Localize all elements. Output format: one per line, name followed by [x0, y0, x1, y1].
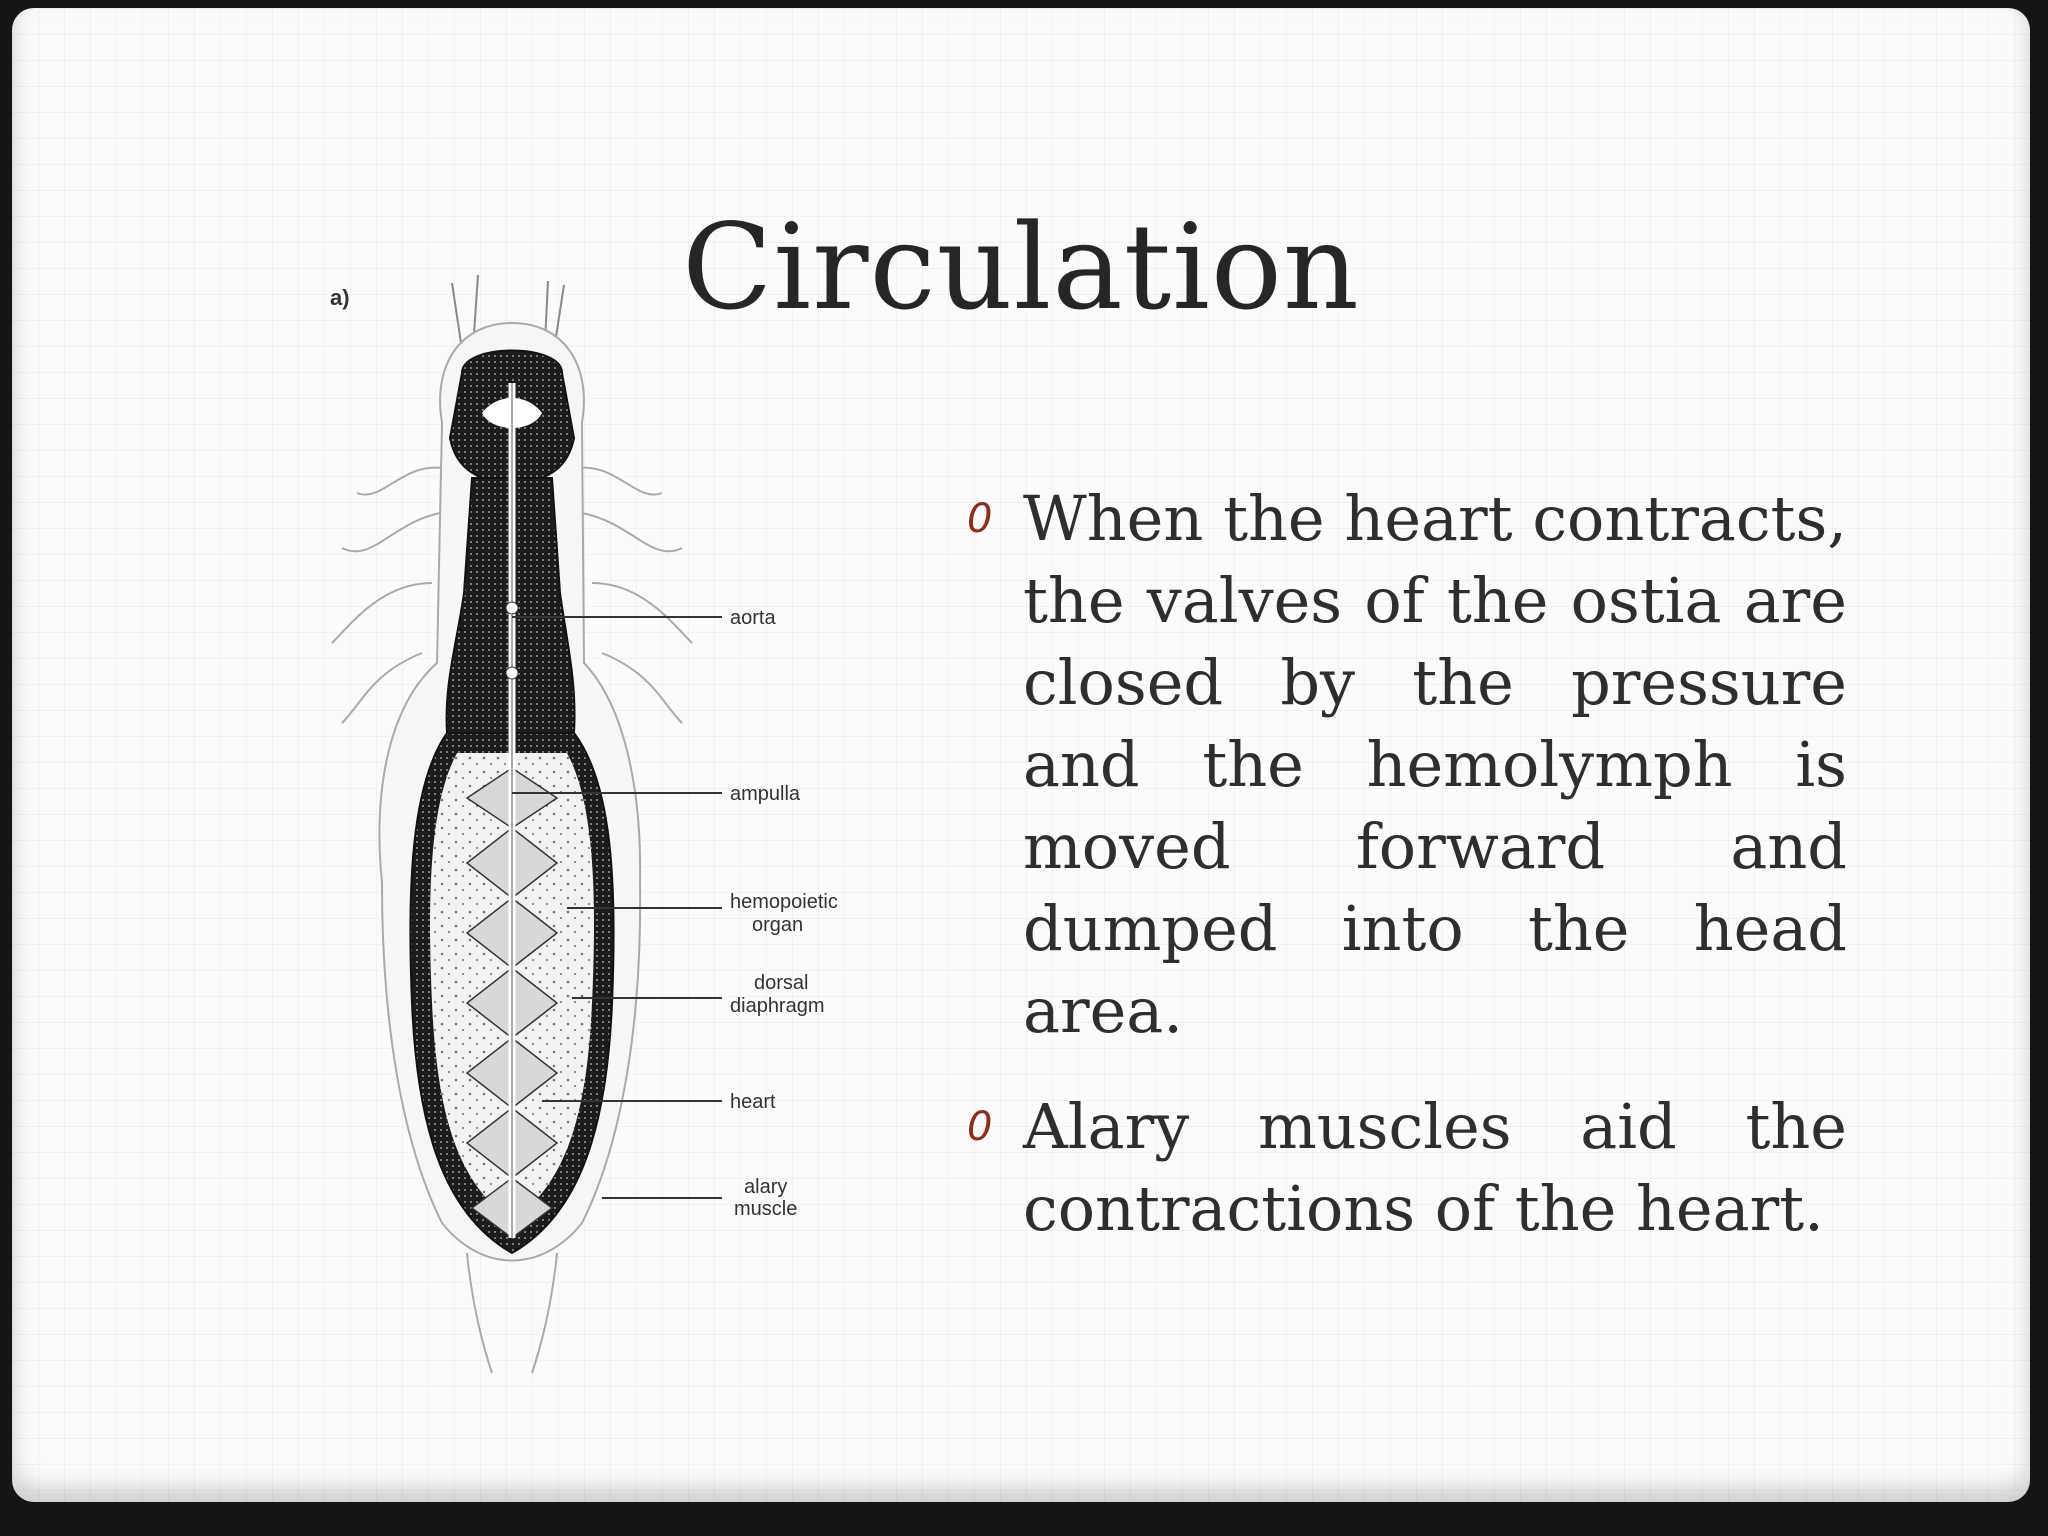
- label-aorta: aorta: [730, 607, 776, 629]
- panel-label: a): [330, 285, 350, 310]
- slide-title: Circulation: [682, 198, 1360, 336]
- bullet-text: When the heart contracts, the valves of the ostia are closed by the pressure and the hemolymph is moved forward and dumped into the head area.: [1023, 482, 1847, 1047]
- bullet-item: [967, 478, 1847, 1052]
- insect-circulation-diagram: [312, 263, 872, 1393]
- bullet-text: Alary muscles aid the contractions of the heart.: [1023, 1090, 1847, 1245]
- label-hemopoietic-organ: organ: [752, 914, 804, 936]
- label-dorsal-diaphragm: diaphragm: [730, 995, 825, 1017]
- label-heart: heart: [730, 1091, 776, 1113]
- slide: [12, 8, 2030, 1502]
- tail: [467, 1253, 557, 1373]
- label-dorsal: dorsal: [754, 972, 809, 994]
- label-alary-muscle: muscle: [734, 1198, 798, 1220]
- bullet-list: [967, 1086, 1847, 1250]
- label-ampulla: ampulla: [730, 783, 801, 805]
- bullet-marker: 0: [967, 496, 993, 542]
- bullet-item: [967, 1086, 1847, 1250]
- bullet-list: [967, 478, 1847, 1052]
- label-hemopoietic: hemopoietic: [730, 891, 838, 913]
- diagram-labels: [730, 607, 838, 1220]
- label-alary: alary: [744, 1176, 788, 1198]
- bullet-marker: 0: [967, 1104, 993, 1150]
